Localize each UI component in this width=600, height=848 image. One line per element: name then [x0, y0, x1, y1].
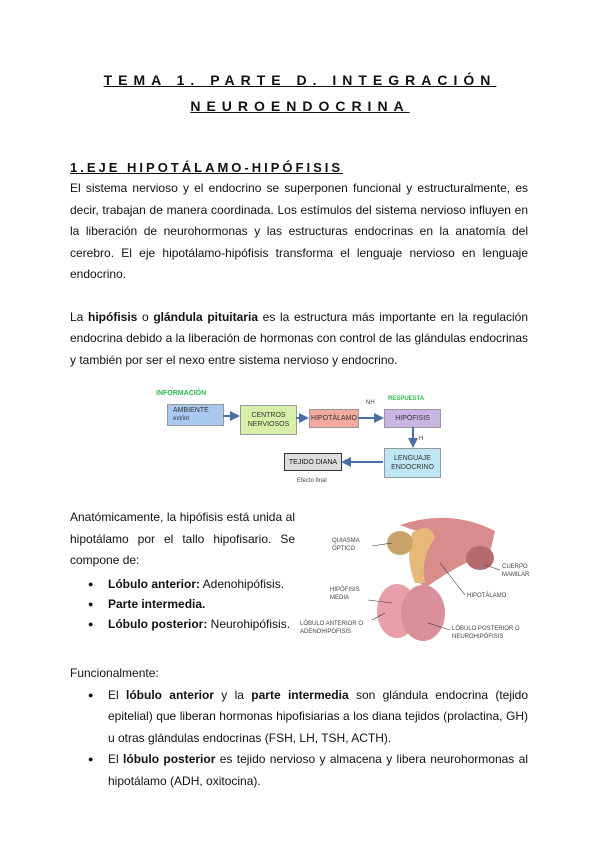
list-item: ● El lóbulo anterior y la parte intermedia son glándula endocrina (tejido epitelial) que liberan hormonas hipofisiarias a los diana tejidos (prolactina, GH) u otras glándulas endocrinas (FSH, LH, TSH, ACTH). — [88, 685, 528, 750]
intro-paragraph: El sistema nervioso y el endocrino se superponen funcional y estructuralmente, es decir, trabajan de manera coordinada. Los estímulos del sistema nervioso influyen en la liberación de neurohormonas y las estructuras endocrinas en la anatomía del cerebro. El eje hipotálamo-hipófisis transforma el lenguaje nervioso en lenguaje endocrino. — [70, 181, 528, 281]
anatomy-paragraph: Anatómicamente, la hipófisis está unida al hipotálamo por el tallo hipofisario. Se compone de: — [70, 510, 295, 567]
lenguaje-box: LENGUAJE ENDOCRINO — [384, 448, 441, 478]
funcional-intro: Funcionalmente: — [70, 666, 159, 680]
label-hipotalamo: HIPOTÁLAMO — [467, 593, 507, 599]
label-quiasma: QUIASMA ÓPTICO — [332, 538, 360, 552]
list-item: ● El lóbulo posterior es tejido nervioso y almacena y libera neurohormonas al hipotálamo (ADH, oxitocina). — [88, 749, 528, 792]
diagram-arrows — [0, 385, 600, 493]
informacion-label: INFORMACIÓN — [156, 390, 207, 397]
section-heading: 1.EJE HIPOTÁLAMO-HIPÓFISIS — [70, 160, 344, 175]
anatomy-list — [88, 574, 295, 634]
tejido-box: TEJIDO DIANA — [284, 453, 342, 471]
list-item: ● Lóbulo anterior: Adenohipófisis. — [88, 574, 295, 594]
centros-box: CENTROS NERVIOSOS — [240, 405, 297, 435]
document-body — [70, 160, 528, 792]
efecto-label: Efecto final — [297, 478, 327, 484]
label-hipofisis-media: HIPÓFISIS MEDIA — [330, 587, 360, 601]
hipotalamo-box: HIPOTÁLAMO — [309, 409, 359, 428]
label-cuerpo-mamilar: CUERPO MAMILAR — [502, 564, 530, 578]
anatomy-text — [70, 503, 295, 634]
respuesta-label: RESPUESTA — [388, 396, 425, 402]
ambiente-box: AMBIENTE ext/int — [167, 404, 224, 426]
nh-label: NH — [366, 400, 375, 406]
hipofisis-paragraph: La hipófisis o glándula pituitaria es la estructura más importante en la regulación endocrina debido a la liberación de hormonas con control de las glándulas endocrinas y también por ser el nexo entre sistema nervioso y endocrino. — [70, 309, 529, 367]
label-lobulo-posterior: LÓBULO POSTERIOR O NEUROHIPÓFISIS — [452, 626, 520, 640]
flow-diagram — [0, 385, 600, 493]
title-line-1: TEMA 1. PARTE D. INTEGRACIÓN — [103, 72, 497, 88]
title-line-2: NEUROENDOCRINA — [190, 98, 410, 114]
hipofisis-box: HIPÓFISIS — [384, 409, 441, 428]
label-lobulo-anterior: LÓBULO ANTERIOR O ADENOHIPÓFISIS — [300, 621, 364, 635]
list-item: ● Lóbulo posterior: Neurohipófisis. — [88, 614, 295, 634]
list-item: ● Parte intermedia. — [88, 594, 295, 614]
anatomy-section — [0, 503, 600, 659]
h-label: H — [419, 436, 424, 442]
funcional-list — [88, 685, 528, 793]
